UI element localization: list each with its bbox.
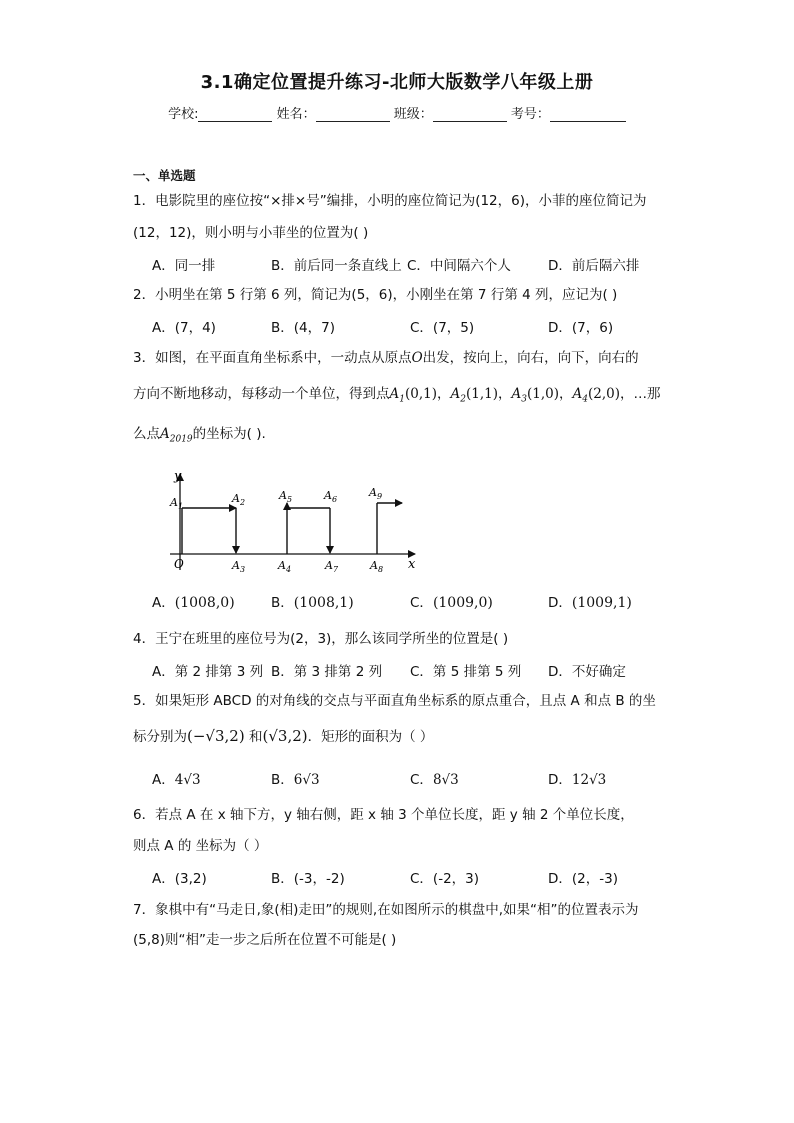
q6-option-c[interactable]: C．(-2，3) <box>410 871 480 887</box>
label-a2: $A_2$ <box>232 492 246 507</box>
q7-line2: (5,8)则“相”走一步之后所在位置不可能是( ) <box>133 932 397 948</box>
q4-option-d[interactable]: D．不好确定 <box>548 664 626 680</box>
q4-line1: 4．王宁在班里的座位号为(2，3)，那么该同学所坐的位置是( ) <box>133 631 509 647</box>
q3-option-c[interactable]: C．(1009,0) <box>410 595 493 611</box>
label-a5: $A_5$ <box>279 489 293 504</box>
q5-option-c[interactable]: C．8√3 <box>410 772 459 788</box>
q5-line2: 标分别为(−√3,2) 和(√3,2)．矩形的面积为（ ） <box>133 727 434 745</box>
q2-line1: 2．小明坐在第 5 行第 6 列，简记为(5，6)，小刚坐在第 7 行第 4 列，应记为( ) <box>133 287 618 303</box>
point-a3-coord: (1,0) <box>526 386 559 402</box>
label-a6: $A_6$ <box>324 489 338 504</box>
q2-option-d[interactable]: D．(7，6) <box>548 320 614 336</box>
origin-label: O <box>174 557 184 571</box>
label-a8: $A_8$ <box>370 559 384 574</box>
q1-option-c[interactable]: C．中间隔六个人 <box>407 258 511 274</box>
q1-line2: (12，12)，则小明与小菲坐的位置为( ) <box>133 225 369 241</box>
q5-option-d[interactable]: D．12√3 <box>548 772 607 788</box>
q4-option-b[interactable]: B．第 3 排第 2 列 <box>271 664 383 680</box>
q1-option-d[interactable]: D．前后隔六排 <box>548 258 640 274</box>
q2-option-b[interactable]: B．(4，7) <box>271 320 335 336</box>
class-blank[interactable] <box>433 107 507 122</box>
q5-line1: 5．如果矩形 ABCD 的对角线的交点与平面直角坐标系的原点重合，且点 A 和点 B 的坐 <box>133 693 656 709</box>
point-a1-coord: (0,1) <box>404 386 437 402</box>
q2-option-c[interactable]: C．(7，5) <box>410 320 475 336</box>
axis-y-label: y <box>174 469 182 484</box>
q3-line1: 3．如图，在平面直角坐标系中，一动点从原点O出发，按向上，向右，向下，向右的 <box>133 350 639 366</box>
label-a9: $A_9$ <box>369 486 383 501</box>
section-title: 一、单选题 <box>133 168 196 183</box>
q7-line1: 7．象棋中有“马走日,象(相)走田”的规则,在如图所示的棋盘中,如果“相”的位置表示为 <box>133 902 639 918</box>
point-a3-label: $A_3$ <box>511 386 527 405</box>
point-a4-label: $A_4$ <box>572 386 588 405</box>
coord-b: (√3,2) <box>262 727 308 745</box>
exam-no-blank[interactable] <box>550 107 626 122</box>
label-a7: $A_7$ <box>325 559 339 574</box>
q3-line2: 方向不断地移动，每移动一个单位，得到点$A_1(0,1)$，$A_2(1,1)$，$A_3(1,0)$，$A_4(2,0)$，…那 <box>133 386 661 405</box>
q3-option-b[interactable]: B．(1008,1) <box>271 595 354 611</box>
school-blank[interactable] <box>198 107 272 122</box>
point-a2-coord: (1,1) <box>465 386 498 402</box>
school-label: 学校: <box>168 107 199 122</box>
class-label: 班级： <box>393 107 433 122</box>
label-a1: $A_1$ <box>170 496 184 511</box>
q1-option-b[interactable]: B．前后同一条直线上 <box>271 258 402 274</box>
point-a4-coord: (2,0) <box>587 386 620 402</box>
label-a4: $A_4$ <box>278 559 292 574</box>
q5-option-b[interactable]: B．6√3 <box>271 772 320 788</box>
axis-x-label: x <box>408 557 416 572</box>
q4-option-a[interactable]: A．第 2 排第 3 列 <box>152 664 264 680</box>
q3-option-a[interactable]: A．(1008,0) <box>152 595 235 611</box>
q1-line1: 1．电影院里的座位按“×排×号”编排，小明的座位简记为(12，6)，小菲的座位简记为 <box>133 193 647 209</box>
q3-line3: 么点$A_{2019}$的坐标为( ). <box>133 426 266 445</box>
q5-option-a[interactable]: A．4√3 <box>152 772 201 788</box>
name-blank[interactable] <box>316 107 390 122</box>
origin-variable: O <box>411 350 423 366</box>
point-a2-label: $A_2$ <box>450 386 466 405</box>
page-title: 3.1确定位置提升练习-北师大版数学八年级上册 <box>200 72 594 93</box>
point-a1-label: $A_1$ <box>389 386 405 405</box>
q6-option-d[interactable]: D．(2，-3) <box>548 871 618 887</box>
q1-option-a[interactable]: A．同一排 <box>152 258 216 274</box>
name-label: 姓名： <box>276 107 316 122</box>
q3-coordinate-figure <box>160 462 430 577</box>
q2-option-a[interactable]: A．(7，4) <box>152 320 216 336</box>
q6-option-a[interactable]: A．(3,2) <box>152 871 207 887</box>
q3-option-d[interactable]: D．(1009,1) <box>548 595 632 611</box>
q6-line1: 6．若点 A 在 x 轴下方，y 轴右侧，距 x 轴 3 个单位长度，距 y 轴 2 个单位长度， <box>133 807 634 823</box>
q6-option-b[interactable]: B．(-3，-2) <box>271 871 345 887</box>
coord-a: (−√3,2) <box>187 727 245 745</box>
q4-option-c[interactable]: C．第 5 排第 5 列 <box>410 664 522 680</box>
exam-no-label: 考号： <box>510 107 550 122</box>
student-info-line <box>0 103 794 122</box>
q6-line2: 则点 A 的 坐标为（ ） <box>133 838 268 854</box>
label-a3: $A_3$ <box>232 559 246 574</box>
point-a2019-label: $A_{2019}$ <box>160 426 193 445</box>
